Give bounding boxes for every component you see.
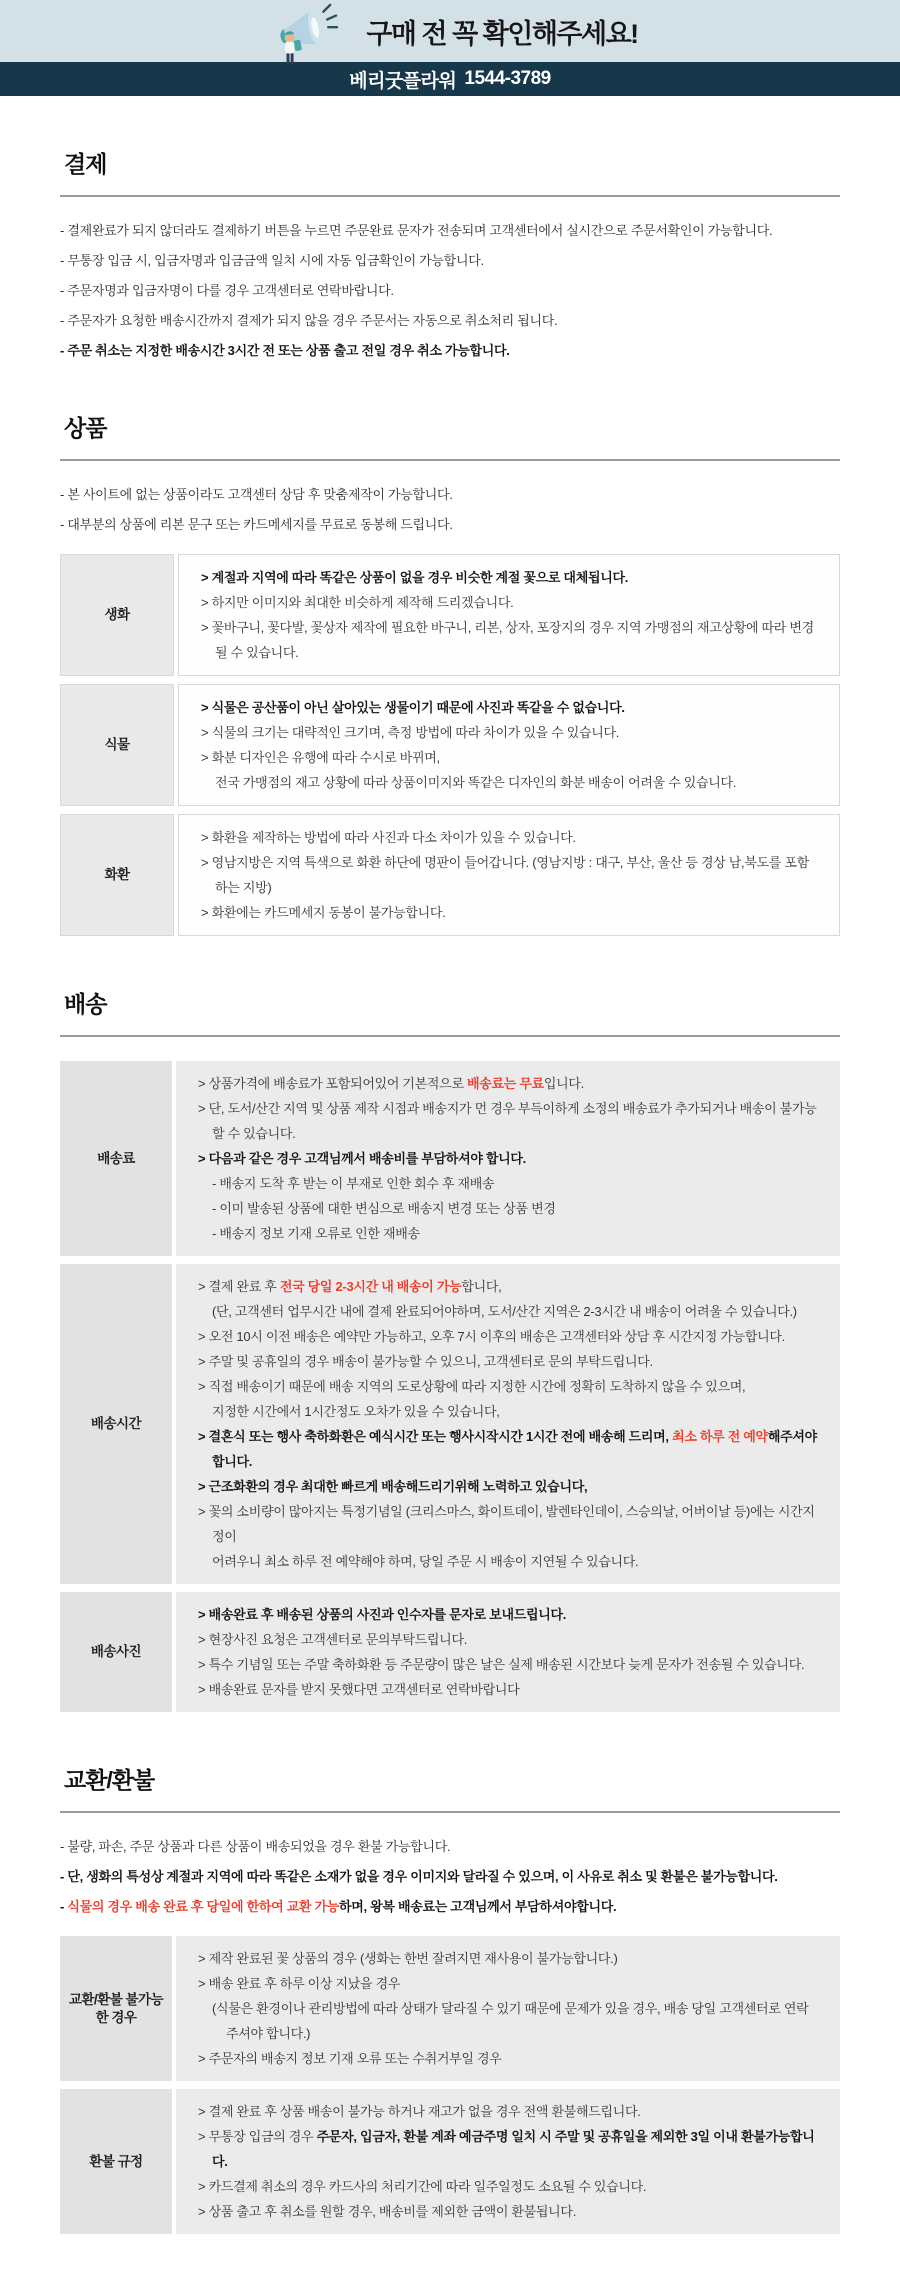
text-segment: > 특수 기념일 또는 주말 축하화환 등 주문량이 많은 날은 실제 배송된 시간보다 늦게 문자가 전송될 수 있습니다.: [198, 1657, 805, 1672]
text-segment: > 상품가격에 배송료가 포함되어있어 기본적으로: [198, 1076, 468, 1091]
text-segment: > 배송완료 문자를 받지 못했다면 고객센터로 연락바랍니다: [198, 1682, 520, 1697]
content-line: [198, 1652, 818, 1677]
bullet-line: [60, 1837, 840, 1856]
text-segment: 전국 당일 2-3시간 내 배송이 가능: [279, 1279, 462, 1294]
content-line: [212, 1221, 818, 1246]
table-row-wreath: [60, 814, 840, 936]
brand-phone: 1544-3789: [464, 68, 551, 89]
text-segment: > 화분 디자인은 유행에 따라 수시로 바뀌며,: [201, 750, 440, 765]
text-segment: 합니다,: [461, 1279, 502, 1294]
text-segment: > 꽃의 소비량이 많아지는 특정기념일 (크리스마스, 화이트데이, 발렌타인데이, 스승의날, 어버이날 등)에는 시간지정이: [198, 1504, 815, 1544]
section-title: 교환/환불: [64, 1767, 155, 1793]
text-segment: 지정한 시간에서 1시간정도 오차가 있을 수 있습니다,: [212, 1404, 500, 1419]
row-content: [176, 1264, 840, 1584]
row-label: 배송시간: [60, 1264, 172, 1584]
megaphone-icon: [262, 2, 346, 66]
content-line: [198, 1146, 818, 1171]
content-line: [212, 1549, 818, 1574]
content-line: [198, 2099, 818, 2124]
text-segment: 주문자, 입금자, 환불 계좌 예금주명 일치 시 주말 및 공휴일을 제외한 3일 이내 환불가능합니다.: [212, 2129, 815, 2169]
bullet-line: [60, 281, 840, 300]
bullet-line: [60, 1867, 840, 1886]
content-line: [198, 1096, 818, 1146]
text-segment: > 하지만 이미지와 최대한 비슷하게 제작해 드리겠습니다.: [201, 595, 514, 610]
text-segment: 하며, 왕복 배송료는 고객님께서 부담하셔야합니다.: [339, 1899, 617, 1914]
text-segment: (단, 고객센터 업무시간 내에 결제 완료되어야하며, 도서/산간 지역은 2-3시간 내 배송이 어려울 수 있습니다.): [212, 1304, 797, 1319]
content-line: [201, 615, 817, 665]
table-row-fresh-flower: [60, 554, 840, 676]
content-line: [212, 1171, 818, 1196]
bullet-list: [60, 1837, 840, 1916]
row-label: 생화: [60, 554, 174, 676]
info-table: [60, 1936, 840, 2234]
text-segment: > 주문자의 배송지 정보 기재 오류 또는 수취거부일 경우: [198, 2051, 502, 2066]
text-segment: > 단, 도서/산간 지역 및 상품 제작 시점과 배송지가 먼 경우 부득이하게 소정의 배송료가 추가되거나 배송이 불가능할 수 있습니다.: [198, 1101, 817, 1141]
text-segment: > 제작 완료된 꽃 상품의 경우 (생화는 한번 잘려지면 재사용이 불가능합니다.): [198, 1951, 618, 1966]
content-line: [198, 2199, 818, 2224]
content-line: [198, 1602, 818, 1627]
bullet-line: [60, 311, 840, 330]
text-segment: (식물은 환경이나 관리방법에 따라 상태가 달라질 수 있기 때문에 문제가 있을 경우, 배송 당일 고객센터로 연락주셔야 합니다.): [212, 2001, 809, 2041]
sound-lines-icon: [324, 5, 338, 27]
text-segment: > 결제 완료 후 상품 배송이 불가능 하거나 재고가 없을 경우 전액 환불해드립니다.: [198, 2104, 641, 2119]
row-label: 환불 규정: [60, 2089, 172, 2234]
info-table: [60, 554, 840, 936]
section-exchange-refund: [60, 1762, 840, 2234]
text-segment: > 배송완료 후 배송된 상품의 사진과 인수자를 문자로 보내드립니다.: [198, 1607, 567, 1622]
text-segment: > 계절과 지역에 따라 똑같은 상품이 없을 경우 비슷한 계절 꽃으로 대체됩니다.: [201, 570, 629, 585]
text-segment: > 현장사진 요청은 고객센터로 문의부탁드립니다.: [198, 1632, 468, 1647]
table-row-delivery-time: [60, 1264, 840, 1584]
table-row-refund-policy: [60, 2089, 840, 2234]
section-title: 배송: [64, 991, 107, 1017]
text-segment: - 불량, 파손, 주문 상품과 다른 상품이 배송되었을 경우 환불 가능합니다.: [60, 1839, 451, 1854]
text-segment: 입니다.: [543, 1076, 584, 1091]
text-segment: > 다음과 같은 경우 고객님께서 배송비를 부담하셔야 합니다.: [198, 1151, 526, 1166]
bullet-line: [60, 515, 840, 534]
section-divider: [60, 1811, 840, 1813]
text-segment: 전국 가맹점의 재고 상황에 따라 상품이미지와 똑같은 디자인의 화분 배송이 어려울 수 있습니다.: [215, 775, 737, 790]
text-segment: > 주말 및 공휴일의 경우 배송이 불가능할 수 있으니, 고객센터로 문의 부탁드립니다.: [198, 1354, 653, 1369]
row-label: 배송사진: [60, 1592, 172, 1712]
section-product: [60, 410, 840, 936]
text-segment: > 식물은 공산품이 아닌 살아있는 생물이기 때문에 사진과 똑같을 수 없습니다.: [201, 700, 625, 715]
text-segment: - 대부분의 상품에 리본 문구 또는 카드메세지를 무료로 동봉해 드립니다.: [60, 517, 453, 532]
content-line: [212, 1196, 818, 1221]
text-segment: > 무통장 입금의 경우: [198, 2129, 317, 2144]
text-segment: - 주문 취소는 지정한 배송시간 3시간 전 또는 상품 출고 전일 경우 취소 가능합니다.: [60, 343, 510, 358]
text-segment: > 결혼식 또는 행사 축하화환은 예식시간 또는 행사시작시간 1시간 전에 배송해 드리며,: [198, 1429, 673, 1444]
text-segment: > 상품 출고 후 취소를 원할 경우, 배송비를 제외한 금액이 환불됩니다.: [198, 2204, 577, 2219]
content-line: [201, 745, 817, 770]
text-segment: > 식물의 크기는 대략적인 크기며, 측정 방법에 따라 차이가 있을 수 있습니다.: [201, 725, 620, 740]
text-segment: 배송료는 무료: [467, 1076, 544, 1091]
content-line: [198, 1374, 818, 1399]
text-segment: - 무통장 입금 시, 입금자명과 입금금액 일치 시에 자동 입금확인이 가능합니다.: [60, 253, 484, 268]
content-line: [198, 2124, 818, 2174]
banner-title: 구매 전 꼭 확인해주세요!: [366, 18, 638, 49]
text-segment: > 영남지방은 지역 특색으로 화환 하단에 명판이 들어갑니다. (영남지방 : 대구, 부산, 울산 등 경상 남,북도를 포함하는 지방): [201, 855, 809, 895]
section-divider: [60, 195, 840, 197]
row-content: [176, 1936, 840, 2081]
text-segment: - 결제완료가 되지 않더라도 결제하기 버튼을 누르면 주문완료 문자가 전송되며 고객센터에서 실시간으로 주문서확인이 가능합니다.: [60, 223, 773, 238]
content-line: [198, 2046, 818, 2071]
text-segment: - 이미 발송된 상품에 대한 변심으로 배송지 변경 또는 상품 변경: [212, 1201, 556, 1216]
row-content: [176, 1592, 840, 1712]
content-line: [215, 770, 817, 795]
bullet-list: [60, 221, 840, 360]
section-payment: [60, 146, 840, 360]
text-segment: - 본 사이트에 없는 상품이라도 고객센터 상담 후 맞춤제작이 가능합니다.: [60, 487, 453, 502]
notice-body: [0, 146, 900, 2282]
info-table: [60, 1061, 840, 1712]
content-line: [198, 1424, 818, 1474]
bullet-line: [60, 251, 840, 270]
text-segment: 어려우니 최소 하루 전 예약해야 하며, 당일 주문 시 배송이 지연될 수 있습니다.: [212, 1554, 639, 1569]
content-line: [198, 1474, 818, 1499]
section-title: 상품: [64, 415, 107, 441]
text-segment: - 단, 생화의 특성상 계절과 지역에 따라 똑같은 소재가 없을 경우 이미지와 달라질 수 있으며, 이 사유로 취소 및 환불은 불가능합니다.: [60, 1869, 778, 1884]
row-content: [176, 1061, 840, 1256]
text-segment: > 배송 완료 후 하루 이상 지났을 경우: [198, 1976, 401, 1991]
text-segment: 식물의 경우 배송 완료 후 당일에 한하여 교환 가능: [67, 1899, 339, 1914]
text-segment: - 주문자명과 입금자명이 다를 경우 고객센터로 연락바랍니다.: [60, 283, 394, 298]
content-line: [201, 850, 817, 900]
table-row-delivery-fee: [60, 1061, 840, 1256]
bullet-line: [60, 1897, 840, 1916]
content-line: [201, 900, 817, 925]
text-segment: - 배송지 정보 기재 오류로 인한 재배송: [212, 1226, 420, 1241]
content-line: [201, 590, 817, 615]
brand-bar: [0, 62, 900, 96]
content-line: [198, 1677, 818, 1702]
text-segment: - 주문자가 요청한 배송시간까지 결제가 되지 않을 경우 주문서는 자동으로 취소처리 됩니다.: [60, 313, 558, 328]
section-divider: [60, 459, 840, 461]
table-row-plant: [60, 684, 840, 806]
row-label: 교환/환불 불가능한 경우: [60, 1936, 172, 2081]
content-line: [212, 1399, 818, 1424]
text-segment: > 화환에는 카드메세지 동봉이 불가능합니다.: [201, 905, 446, 920]
content-line: [212, 1996, 818, 2046]
content-line: [198, 1324, 818, 1349]
content-line: [198, 1071, 818, 1096]
section-divider: [60, 1035, 840, 1037]
bullet-line: [60, 485, 840, 504]
table-row-delivery-photo: [60, 1592, 840, 1712]
content-line: [201, 720, 817, 745]
bullet-list: [60, 485, 840, 534]
content-line: [198, 1499, 818, 1549]
section-title: 결제: [64, 151, 107, 177]
content-line: [198, 1274, 818, 1299]
content-line: [198, 2174, 818, 2199]
text-segment: 최소 하루 전 예약: [672, 1429, 768, 1444]
content-line: [198, 1946, 818, 1971]
text-segment: - 배송지 도착 후 받는 이 부재로 인한 회수 후 재배송: [212, 1176, 495, 1191]
section-delivery: [60, 986, 840, 1712]
text-segment: > 오전 10시 이전 배송은 예약만 가능하고, 오후 7시 이후의 배송은 고객센터와 상담 후 시간지정 가능합니다.: [198, 1329, 785, 1344]
content-line: [212, 1299, 818, 1324]
content-line: [198, 1971, 818, 1996]
content-line: [198, 1627, 818, 1652]
text-segment: > 직접 배송이기 때문에 배송 지역의 도로상황에 따라 지정한 시간에 정확히 도착하지 않을 수 있으며,: [198, 1379, 746, 1394]
row-content: [178, 684, 840, 806]
content-line: [198, 1349, 818, 1374]
row-label: 배송료: [60, 1061, 172, 1256]
bullet-line: [60, 221, 840, 240]
row-content: [176, 2089, 840, 2234]
content-line: [201, 695, 817, 720]
brand-name: 베리굿플라워: [349, 70, 457, 92]
bullet-line: [60, 341, 840, 360]
text-segment: > 화환을 제작하는 방법에 따라 사진과 다소 차이가 있을 수 있습니다.: [201, 830, 576, 845]
text-segment: > 근조화환의 경우 최대한 빠르게 배송해드리기위해 노력하고 있습니다,: [198, 1479, 588, 1494]
text-segment: > 카드결제 취소의 경우 카드사의 처리기간에 따라 일주일정도 소요될 수 있습니다.: [198, 2179, 647, 2194]
row-content: [178, 554, 840, 676]
text-segment: 해주셔야 합니다.: [212, 1429, 817, 1469]
row-label: 화환: [60, 814, 174, 936]
row-content: [178, 814, 840, 936]
text-segment: > 꽃바구니, 꽃다발, 꽃상자 제작에 필요한 바구니, 리본, 상자, 포장지의 경우 지역 가맹점의 재고상황에 따라 변경될 수 있습니다.: [201, 620, 814, 660]
text-segment: > 결제 완료 후: [198, 1279, 280, 1294]
table-row-non-exchangeable: [60, 1936, 840, 2081]
top-banner: [0, 0, 900, 62]
row-label: 식물: [60, 684, 174, 806]
content-line: [201, 565, 817, 590]
text-segment: -: [60, 1899, 68, 1914]
content-line: [201, 825, 817, 850]
